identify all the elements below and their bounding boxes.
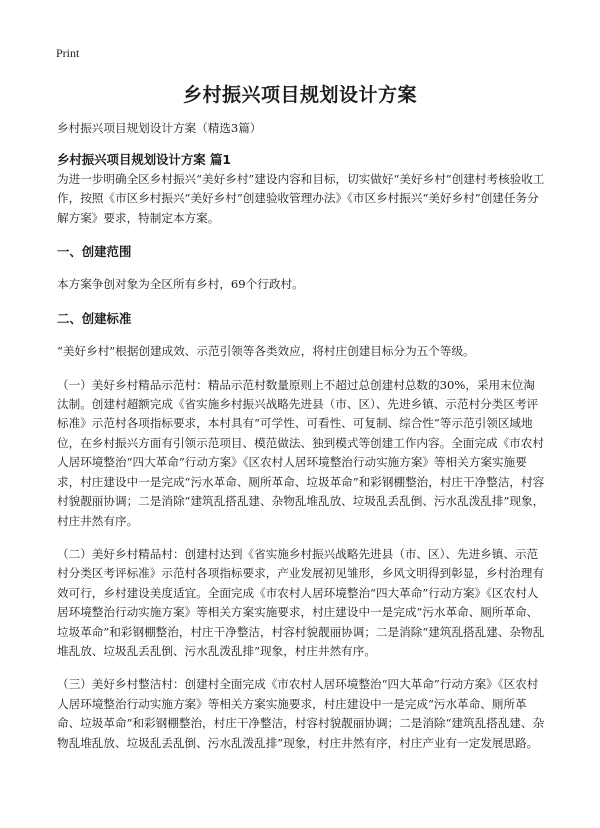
spacer bbox=[57, 362, 545, 376]
print-link[interactable]: Print bbox=[56, 46, 80, 60]
article-heading: 乡村振兴项目规划设计方案 篇1 bbox=[57, 152, 232, 168]
section-heading-standards: 二、创建标准 bbox=[57, 310, 132, 326]
level-1-paragraph: （一）美好乡村精品示范村：精品示范村数量原则上不超过总创建村总数的30%，采用末位淘汰制。创建村超额完成《省实施乡村振兴战略先进县（市、区）、先进乡镇、示范村分类区考评标准》示范村各项指标要求，本村具有“可学性、可看性、可复制、综合性”等示范引领区域地位，在乡村振兴方面有引领示范项目、模范做法、独到模式等创建工作内容。全面完成《市农村人居环境整治“四大革命”行动方案》《区农村人居环境整治行动实施方案》等相关方案实施要求，村庄建设中一是完成“污水革命、厕所革命、垃圾革命”和彩钢棚整治，村庄干净整洁，村容村貌靓丽协调；二是消除“建筑乱搭乱建、杂物乱堆乱放、垃圾乱丢乱倒、污水乱泼乱排”现象，村庄井然有序。 bbox=[57, 377, 545, 528]
level-3-paragraph: （三）美好乡村整洁村：创建村全面完成《市农村人居环境整治“四大革命”行动方案》《区农村人居环境整治行动实施方案》等相关方案实施要求，村庄建设中一是完成“污水革命、厕所革命、垃圾革命”和彩钢棚整治，村庄干净整洁，村容村貌靓丽协调；二是消除“建筑乱搭乱建、杂物乱堆乱放、垃圾乱丢乱倒、污水乱泼乱排”现象，村庄井然有序，村庄产业有一定发展思路。 bbox=[57, 677, 545, 750]
document-title: 乡村振兴项目规划设计方案 bbox=[182, 84, 417, 106]
spacer bbox=[57, 295, 545, 309]
scope-paragraph: 本方案争创对象为全区所有乡村，69个行政村。 bbox=[57, 277, 304, 292]
spacer bbox=[57, 328, 545, 342]
standards-paragraph: “美好乡村”根据创建成效、示范引领等各类效应，将村庄创建目标分为五个等级。 bbox=[57, 344, 475, 359]
section-heading-scope: 一、创建范围 bbox=[57, 244, 132, 260]
spacer bbox=[57, 661, 545, 675]
intro-paragraph: 为进一步明确全区乡村振兴“美好乡村”建设内容和目标，切实做好“美好乡村”创建村考核验收工作，按照《市区乡村振兴“美好乡村”创建验收管理办法》《市区乡村振兴“美好乡村”创建任务分解方案》要求，特制定本方案。 bbox=[57, 171, 545, 225]
document-subtitle: 乡村振兴项目规划设计方案（精选3篇） bbox=[57, 121, 262, 135]
spacer bbox=[57, 261, 545, 275]
spacer bbox=[57, 531, 545, 545]
spacer bbox=[57, 228, 545, 242]
document-body bbox=[57, 119, 545, 753]
level-2-paragraph: （二）美好乡村精品村：创建村达到《省实施乡村振兴战略先进县（市、区）、先进乡镇、示范村分类区考评标准》示范村各项指标要求，产业发展初见雏形，乡风文明得到彰显，乡村治理有效可行，乡村建设美度适宜。全面完成《市农村人居环境整治“四大革命”行动方案》《区农村人居环境整治行动实施方案》等相关方案实施要求，村庄建设中一是完成“污水革命、厕所革命、垃圾革命”和彩钢棚整治，村庄干净整洁，村容村貌靓丽协调；二是消除“建筑乱搭乱建、杂物乱堆乱放、垃圾乱丢乱倒、污水乱泼乱排”现象，村庄井然有序。 bbox=[57, 546, 545, 658]
